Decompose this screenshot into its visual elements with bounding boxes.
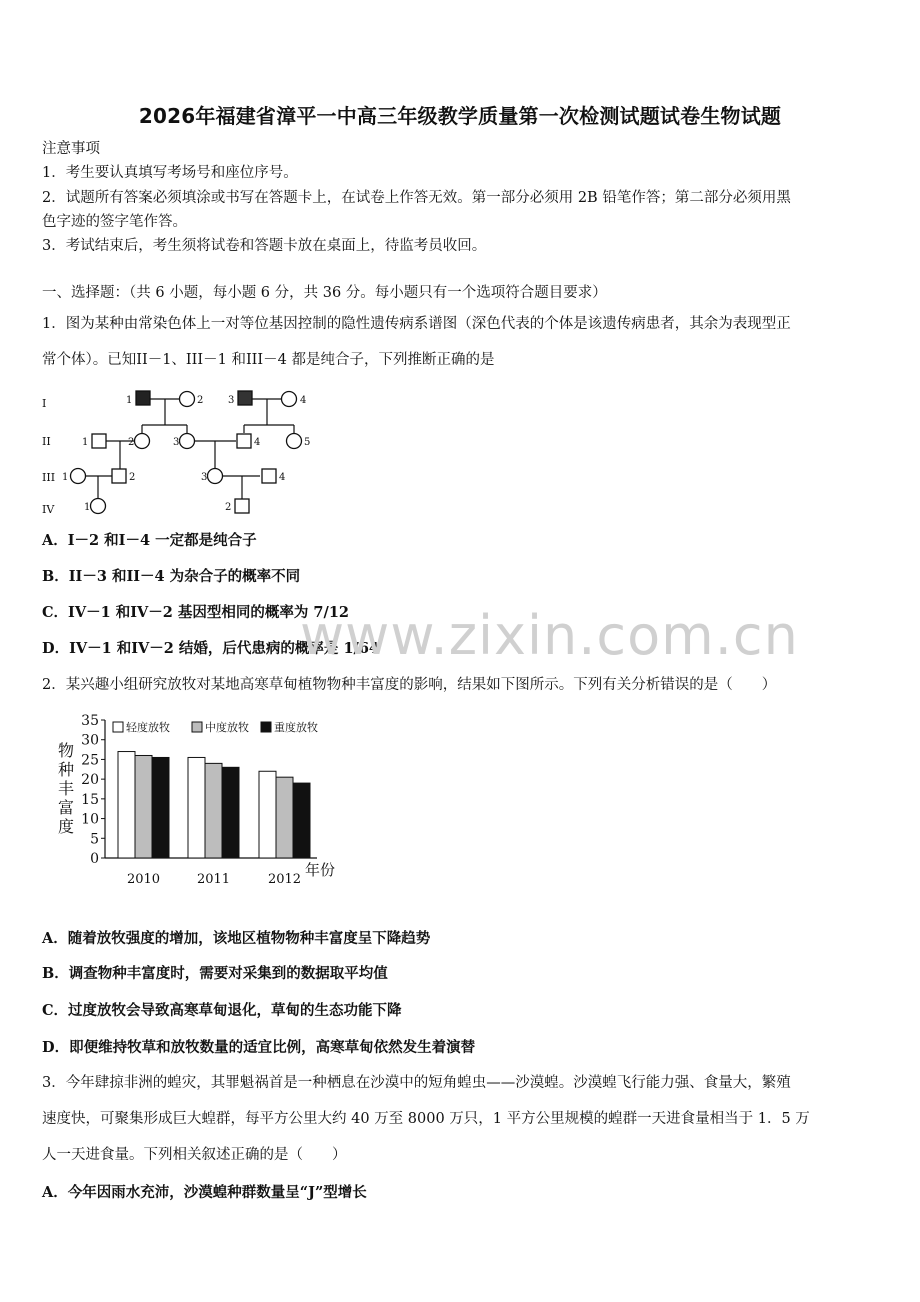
generation-label: II — [42, 435, 51, 448]
pedigree-id: 3 — [201, 472, 208, 483]
chart-y-tick-label: 25 — [81, 752, 99, 769]
pedigree-male — [112, 469, 126, 483]
chart-y-tick-label: 35 — [81, 713, 99, 729]
generation-label: III — [42, 471, 56, 484]
notice-item: 色字迹的签字笔作答。 — [42, 214, 187, 230]
chart-y-tick-label: 20 — [81, 772, 99, 789]
q1-option-a: A．I－2 和I－4 一定都是纯合子 — [42, 532, 257, 549]
pedigree-female — [282, 392, 297, 407]
chart-x-tick-label: 2011 — [196, 872, 231, 887]
q3-stem-line: 速度快，可聚集形成巨大蝗群，每平方公里大约 40 万至 8000 万只，1 平方公里规模的蝗群一天进食量相当于 1．5 万 — [42, 1111, 810, 1127]
pedigree-id: 1 — [84, 502, 91, 513]
pedigree-id: 5 — [304, 437, 311, 448]
chart-xlabel: 年份 — [305, 861, 336, 879]
pedigree-id: 1 — [126, 395, 133, 406]
chart-x-tick-label: 2012 — [267, 872, 302, 887]
chart-y-tick-label: 15 — [81, 791, 99, 808]
q1-stem-line: 1．图为某种由常染色体上一对等位基因控制的隐性遗传病系谱图（深色代表的个体是该遗传病患者，其余为表现型正 — [42, 316, 791, 332]
q3-option-a: A．今年因雨水充沛，沙漠蝗种群数量呈“J”型增长 — [42, 1184, 367, 1201]
chart-legend-swatch — [192, 722, 202, 732]
chart-legend-label: 中度放牧 — [205, 721, 249, 734]
pedigree-female — [71, 469, 86, 484]
pedigree-female — [208, 469, 223, 484]
chart-legend-label: 轻度放牧 — [126, 721, 170, 734]
chart-bar — [152, 757, 169, 858]
pedigree-id: 2 — [197, 395, 204, 406]
chart-legend-label: 重度放牧 — [274, 721, 318, 734]
pedigree-male-affected — [238, 391, 252, 405]
species-richness-chart — [55, 708, 355, 892]
q2-stem: 2．某兴趣小组研究放牧对某地高寒草甸植物物种丰富度的影响，结果如下图所示。下列有关分析错误的是（ ） — [42, 677, 777, 693]
chart-ylabel — [58, 741, 74, 836]
pedigree-female — [91, 499, 106, 514]
watermark: www.zixin.com.cn — [300, 604, 799, 667]
q2-option-a: A．随着放牧强度的增加，该地区植物物种丰富度呈下降趋势 — [42, 930, 431, 947]
generation-label: I — [42, 397, 47, 410]
q2-option-c: C．过度放牧会导致高寒草甸退化，草甸的生态功能下降 — [42, 1002, 402, 1019]
pedigree-female — [287, 434, 302, 449]
chart-ylabel-char: 富 — [58, 798, 75, 817]
q2-option-b: B．调查物种丰富度时，需要对采集到的数据取平均值 — [42, 965, 388, 982]
q1-option-b: B．II－3 和II－4 为杂合子的概率不同 — [42, 568, 301, 585]
chart-bar — [118, 752, 135, 858]
notice-item: 2．试题所有答案必须填涂或书写在答题卡上，在试卷上作答无效。第一部分必须用 2B 铅笔作答；第二部分必须用黑 — [42, 190, 791, 206]
q1-stem-line: 常个体）。已知II－1、III－1 和III－4 都是纯合子，下列推断正确的是 — [42, 352, 495, 368]
pedigree-id: 4 — [300, 395, 307, 406]
pedigree-id: 2 — [129, 472, 136, 483]
pedigree-id: 2 — [225, 502, 232, 513]
pedigree-id: 1 — [62, 472, 69, 483]
q1-option-d: D．IV－1 和IV－2 结婚，后代患病的概率是 1/64 — [42, 640, 380, 657]
chart-bar — [222, 767, 239, 858]
pedigree-id: 3 — [228, 395, 235, 406]
chart-y-tick-label: 0 — [90, 851, 99, 867]
chart-ylabel-char: 物 — [58, 741, 75, 760]
chart-y-tick-label: 5 — [90, 831, 99, 848]
pedigree-id: 4 — [279, 472, 286, 483]
chart-bar — [276, 777, 293, 858]
chart-legend-swatch — [261, 722, 271, 732]
chart-y-tick-label: 30 — [81, 732, 99, 749]
pedigree-id: 1 — [82, 437, 89, 448]
pedigree-male — [237, 434, 251, 448]
pedigree-id: 2 — [128, 437, 135, 448]
q3-stem-line: 3．今年肆掠非洲的蝗灾，其罪魁祸首是一种栖息在沙漠中的短角蝗虫——沙漠蝗。沙漠蝗飞行能力强、食量大，繁殖 — [42, 1075, 791, 1091]
pedigree-female — [180, 434, 195, 449]
pedigree-diagram — [40, 382, 340, 522]
pedigree-male-affected — [136, 391, 150, 405]
generation-label: IV — [42, 503, 55, 516]
q1-option-c: C．IV－1 和IV－2 基因型相同的概率为 7/12 — [42, 604, 349, 621]
pedigree-male — [92, 434, 106, 448]
chart-bar — [135, 755, 152, 858]
notice-heading: 注意事项 — [42, 141, 100, 157]
pedigree-male — [235, 499, 249, 513]
pedigree-female — [135, 434, 150, 449]
q3-stem-line: 人一天进食量。下列相关叙述正确的是（ ） — [42, 1147, 347, 1163]
chart-x-tick-label: 2010 — [126, 872, 161, 887]
chart-bar — [293, 783, 310, 858]
chart-ylabel-char: 种 — [58, 760, 75, 779]
pedigree-id: 3 — [173, 437, 180, 448]
chart-y-tick-label: 10 — [81, 811, 99, 828]
chart-bar — [205, 763, 222, 858]
notice-item: 3．考试结束后，考生须将试卷和答题卡放在桌面上，待监考员收回。 — [42, 238, 487, 254]
chart-legend-swatch — [113, 722, 123, 732]
q2-option-d: D．即便维持牧草和放牧数量的适宜比例，高寒草甸依然发生着演替 — [42, 1039, 476, 1056]
chart-bar — [188, 757, 205, 858]
section-heading: 一、选择题：（共 6 小题，每小题 6 分，共 36 分。每小题只有一个选项符合题目要求） — [42, 285, 607, 301]
pedigree-id: 4 — [254, 437, 261, 448]
pedigree-male — [262, 469, 276, 483]
chart-ylabel-char: 度 — [58, 817, 75, 836]
chart-bar — [259, 771, 276, 858]
page-title: 2026年福建省漳平一中高三年级教学质量第一次检测试题试卷生物试题 — [138, 104, 782, 128]
notice-item: 1．考生要认真填写考场号和座位序号。 — [42, 165, 298, 181]
pedigree-female — [180, 392, 195, 407]
chart-ylabel-char: 丰 — [58, 779, 75, 798]
